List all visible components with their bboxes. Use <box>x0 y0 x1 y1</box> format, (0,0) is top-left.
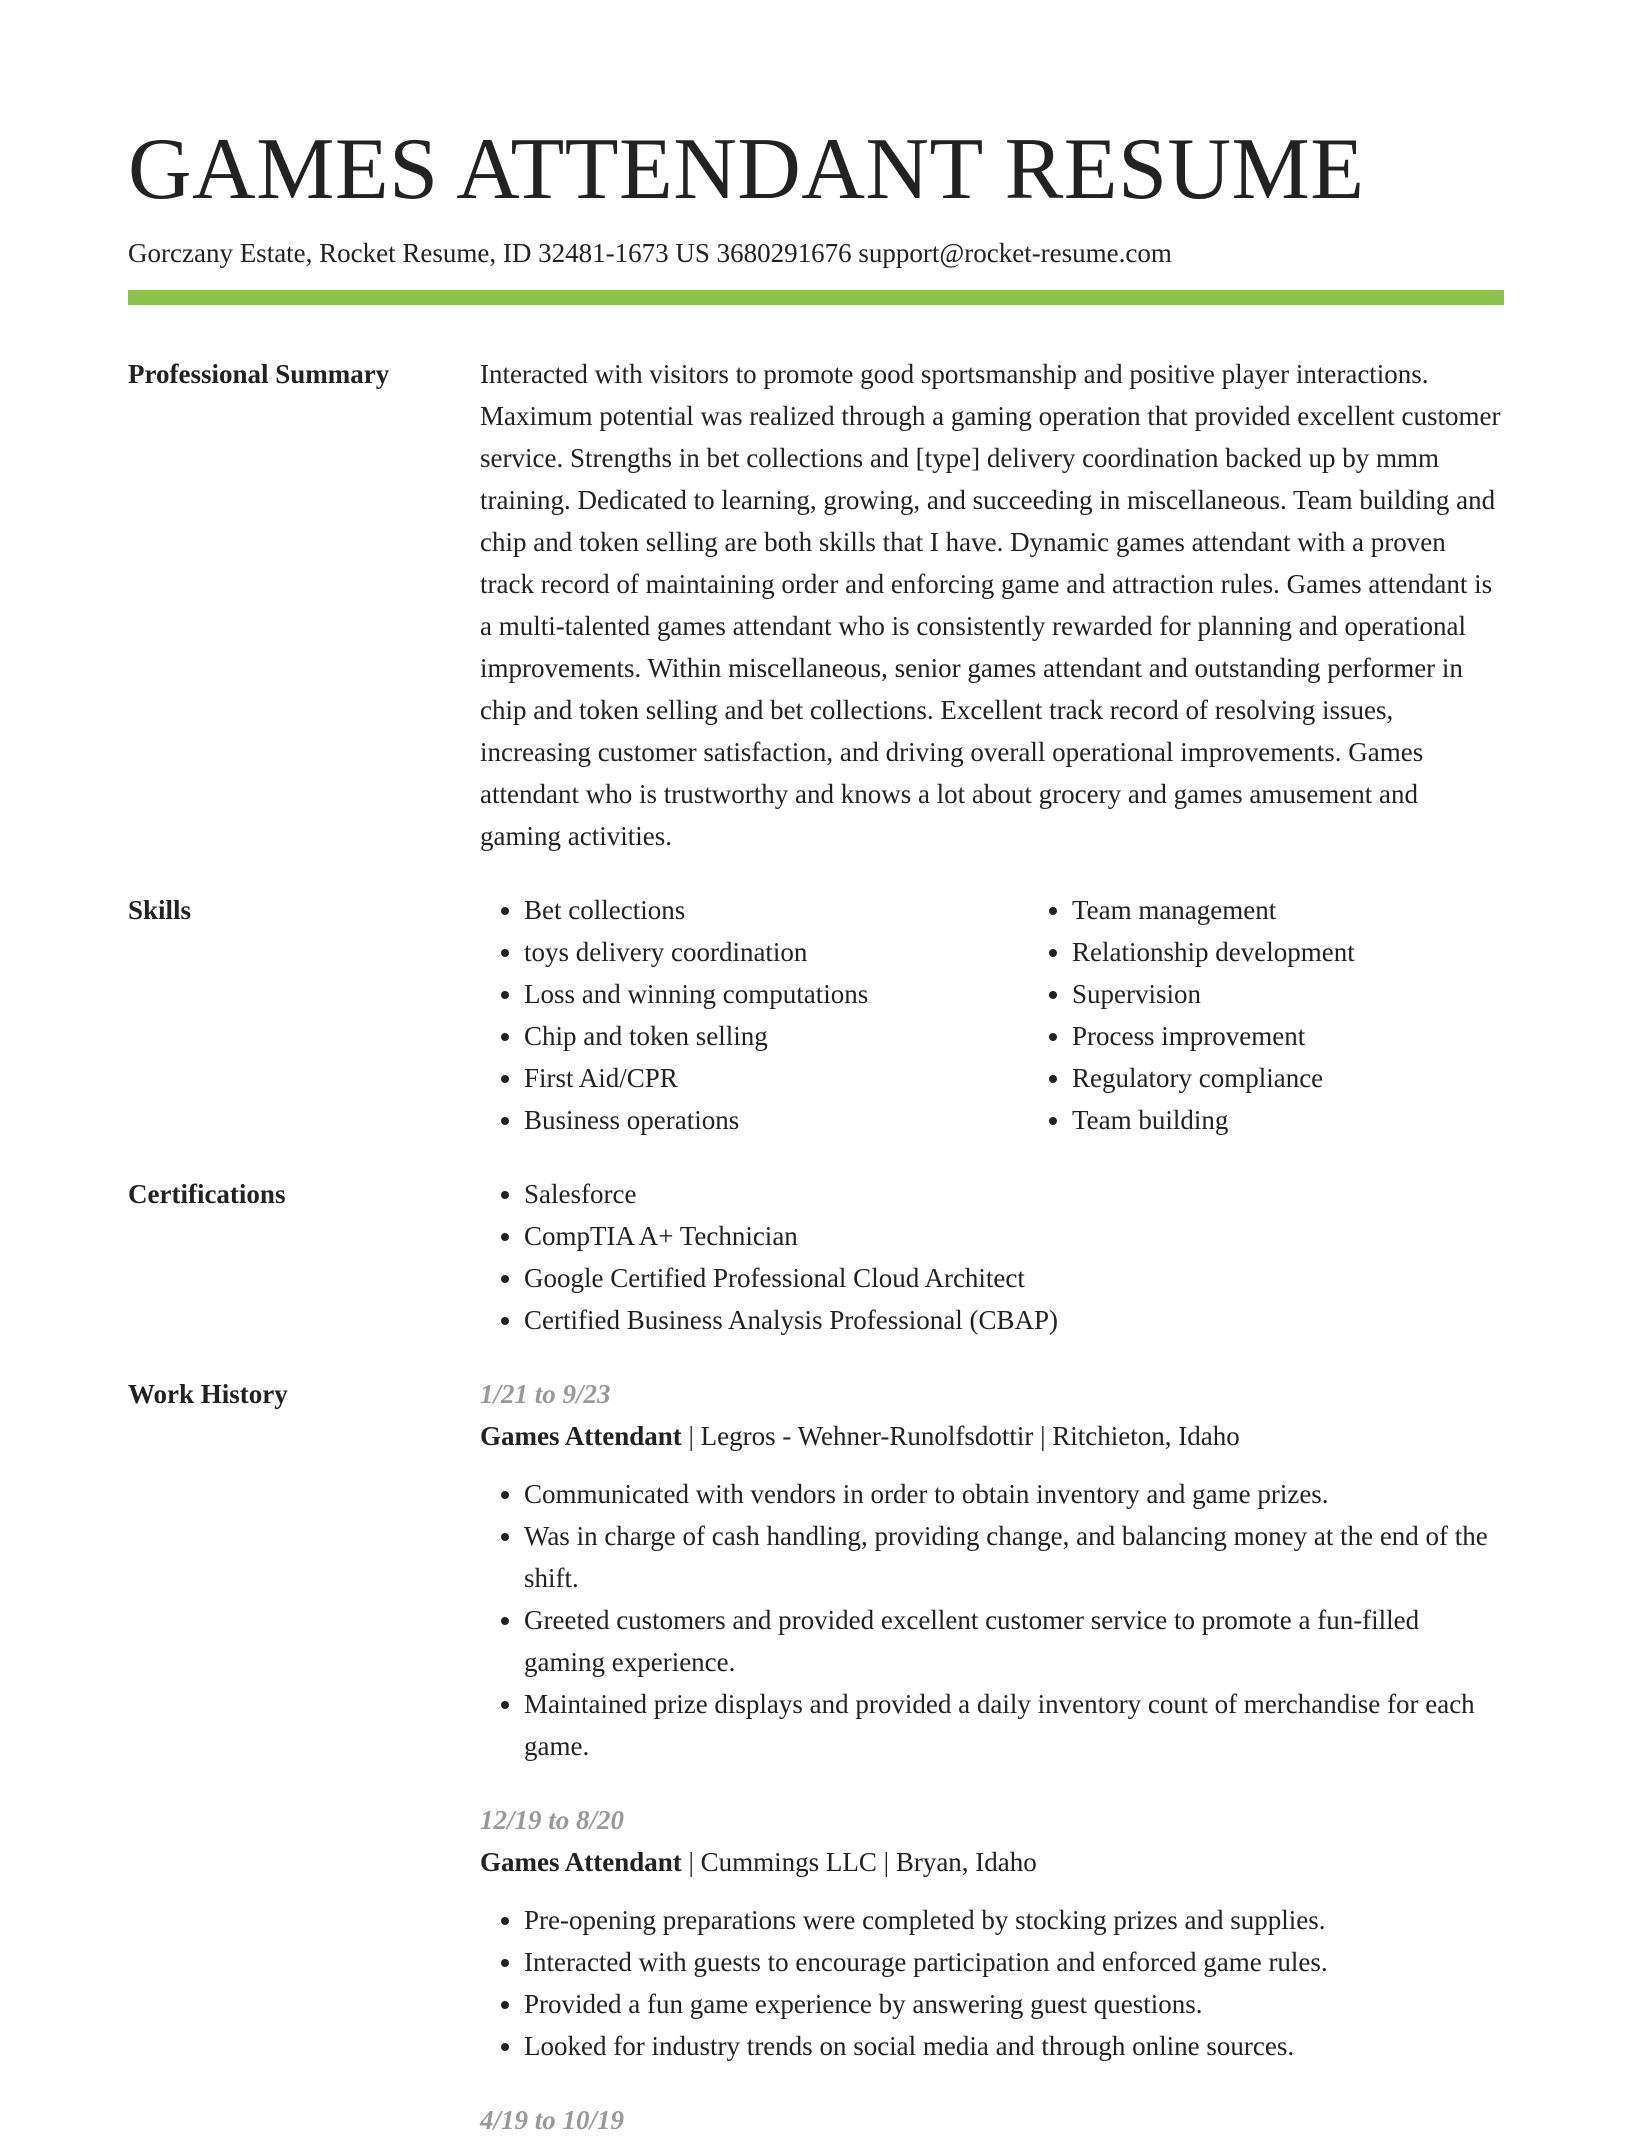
job-bullet: • Greeted customers and provided excellent customer service to promote a fun-filled gaming experience. <box>524 1599 1504 1683</box>
certification-item: • Certified Business Analysis Professional (CBAP) <box>524 1299 1504 1341</box>
skill-item: • Loss and winning computations <box>524 973 1028 1015</box>
job-dates: 1/21 to 9/23 <box>480 1379 611 1409</box>
skills-body <box>480 889 1504 1141</box>
resume-title: GAMES ATTENDANT RESUME <box>128 121 1365 218</box>
skill-item: • Team building <box>1072 1099 1504 1141</box>
job-dates: 12/19 to 8/20 <box>480 1805 625 1835</box>
job-title: Games Attendant <box>480 1421 682 1451</box>
summary-section <box>128 353 1504 857</box>
job-title: Games Attendant <box>480 1847 682 1877</box>
job-entry <box>480 1799 1504 2067</box>
certifications-list <box>480 1173 1504 1341</box>
skills-column-1 <box>480 889 1028 1141</box>
skill-item: • toys delivery coordination <box>524 931 1028 973</box>
skill-item: • Chip and token selling <box>524 1015 1028 1057</box>
job-bullet: • Pre-opening preparations were completed by stocking prizes and supplies. <box>524 1899 1504 1941</box>
job-details: | Legros - Wehner-Runolfsdottir | Ritchieton, Idaho <box>681 1421 1240 1451</box>
job-bullet: • Was in charge of cash handling, providing change, and balancing money at the end of the shift. <box>524 1515 1504 1599</box>
job-heading <box>480 1415 1504 1457</box>
job-bullets <box>480 1473 1504 1767</box>
summary-body <box>480 353 1504 857</box>
skills-label: Skills <box>128 895 192 925</box>
job-bullet: • Interacted with guests to encourage participation and enforced game rules. <box>524 1941 1504 1983</box>
skills-columns <box>480 889 1504 1141</box>
certifications-section <box>128 1173 1504 1341</box>
certifications-body <box>480 1173 1504 1341</box>
skill-item: • Regulatory compliance <box>1072 1057 1504 1099</box>
job-dates: 4/19 to 10/19 <box>480 2105 625 2135</box>
skill-item: • First Aid/CPR <box>524 1057 1028 1099</box>
job-entry <box>480 2099 1504 2141</box>
job-details: | Cummings LLC | Bryan, Idaho <box>681 1847 1037 1877</box>
job-entry <box>480 1373 1504 1767</box>
work-history-section <box>128 1373 1504 2141</box>
job-bullet: • Communicated with vendors in order to obtain inventory and game prizes. <box>524 1473 1504 1515</box>
job-bullet: • Maintained prize displays and provided a daily inventory count of merchandise for each game. <box>524 1683 1504 1767</box>
summary-text: Interacted with visitors to promote good sportsmanship and positive player interactions. Maximum potential was realized through a gaming operation that provided excellent customer service. Strengths in bet collections and [type] delivery coordination backed up by mmm training. Dedicated to learning, growing, and succeeding in miscellaneous. Team building and chip and token selling are both skills that I have. Dynamic games attendant with a proven track record of maintaining order and enforcing game and attraction rules. Games attendant is a multi-talented games attendant who is consistently rewarded for planning and operational improvements. Within miscellaneous, senior games attendant and outstanding performer in chip and token selling and bet collections. Excellent track record of resolving issues, increasing customer satisfaction, and driving overall operational improvements. Games attendant who is trustworthy and knows a lot about grocery and games amusement and gaming activities. <box>480 359 1501 851</box>
skill-item: • Process improvement <box>1072 1015 1504 1057</box>
skills-section <box>128 889 1504 1141</box>
accent-divider <box>128 290 1504 305</box>
resume-page <box>128 118 1504 2141</box>
summary-label: Professional Summary <box>128 359 390 389</box>
skill-item: • Supervision <box>1072 973 1504 1015</box>
certification-item: • CompTIA A+ Technician <box>524 1215 1504 1257</box>
job-heading <box>480 1841 1504 1883</box>
certification-item: • Google Certified Professional Cloud Architect <box>524 1257 1504 1299</box>
skill-item: • Team management <box>1072 889 1504 931</box>
job-bullet: • Looked for industry trends on social media and through online sources. <box>524 2025 1504 2067</box>
skill-item: • Bet collections <box>524 889 1028 931</box>
job-bullet: • Provided a fun game experience by answering guest questions. <box>524 1983 1504 2025</box>
skills-column-2 <box>1028 889 1504 1141</box>
certifications-label: Certifications <box>128 1179 286 1209</box>
skill-item: • Relationship development <box>1072 931 1504 973</box>
skill-item: • Business operations <box>524 1099 1028 1141</box>
work-history-body <box>480 1373 1504 2141</box>
work-history-label: Work History <box>128 1379 288 1409</box>
certification-item: • Salesforce <box>524 1173 1504 1215</box>
contact-line: Gorczany Estate, Rocket Resume, ID 32481-1673 US 3680291676 support@rocket-resume.com <box>128 238 1172 268</box>
job-bullets <box>480 1899 1504 2067</box>
